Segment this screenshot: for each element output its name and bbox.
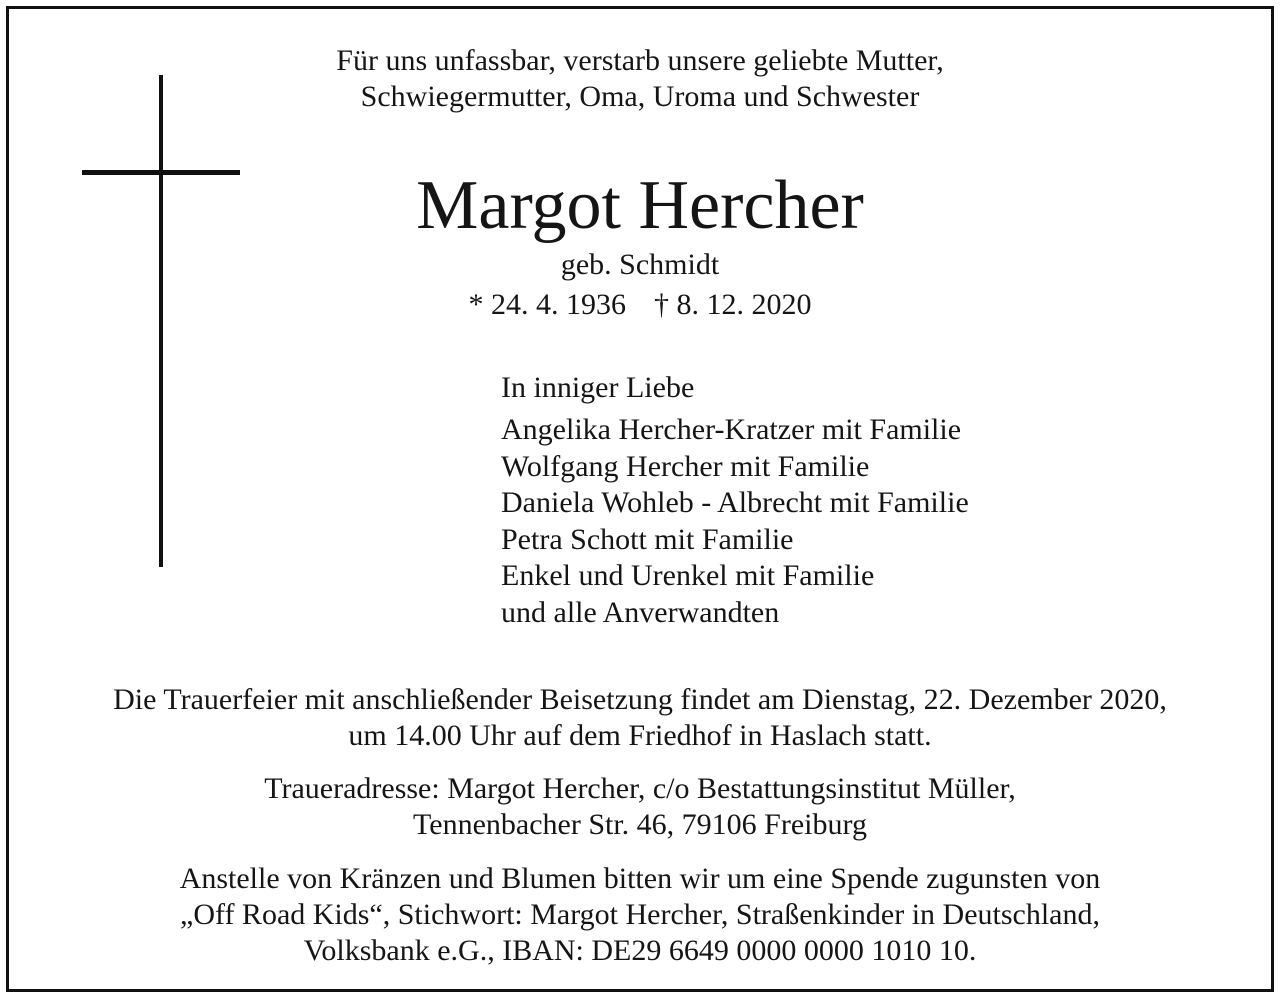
donation-info: [9, 861, 1271, 969]
obituary-notice: [6, 6, 1274, 992]
death-date: † 8. 12. 2020: [654, 288, 812, 321]
mourner-item: Angelika Hercher-Kratzer mit Familie: [501, 413, 962, 446]
mourners-intro: In inniger Liebe: [501, 371, 695, 404]
donation-line-2: „Off Road Kids“, Stichwort: Margot Hercher, Straßenkinder in Deutschland,: [180, 898, 1100, 931]
intro-line-1: Für uns unfassbar, verstarb unsere geliebte Mutter,: [336, 44, 944, 77]
ceremony-line-2: um 14.00 Uhr auf dem Friedhof in Haslach statt.: [348, 719, 932, 752]
donation-line-1: Anstelle von Kränzen und Blumen bitten wir um eine Spende zugunsten von: [179, 862, 1101, 895]
maiden-name: geb. Schmidt: [560, 248, 720, 281]
mourner-item: und alle Anverwandten: [501, 595, 780, 629]
life-dates: [9, 287, 1271, 323]
intro-text: [9, 43, 1271, 115]
mourner-item: Petra Schott mit Familie: [501, 522, 794, 556]
intro-line-2: Schwiegermutter, Oma, Uroma und Schwester: [360, 80, 920, 113]
mourning-address: [9, 771, 1271, 843]
mourner-item: Daniela Wohleb - Albrecht mit Familie: [501, 486, 969, 519]
ceremony-info: [9, 682, 1271, 754]
deceased-name: Margot Hercher: [416, 167, 864, 244]
address-line-2: Tennenbacher Str. 46, 79106 Freiburg: [413, 808, 867, 841]
mourner-item: Enkel und Urenkel mit Familie: [501, 559, 875, 592]
mourners-list: [501, 370, 969, 631]
donation-line-3: Volksbank e.G., IBAN: DE29 6649 0000 0000 1010 10.: [303, 934, 977, 967]
ceremony-line-1: Die Trauerfeier mit anschließender Beisetzung findet am Dienstag, 22. Dezember 2020,: [113, 683, 1167, 716]
mourner-item: Wolfgang Hercher mit Familie: [501, 449, 870, 483]
address-line-1: Traueradresse: Margot Hercher, c/o Bestattungsinstitut Müller,: [264, 772, 1016, 805]
birth-date: * 24. 4. 1936: [468, 288, 626, 321]
